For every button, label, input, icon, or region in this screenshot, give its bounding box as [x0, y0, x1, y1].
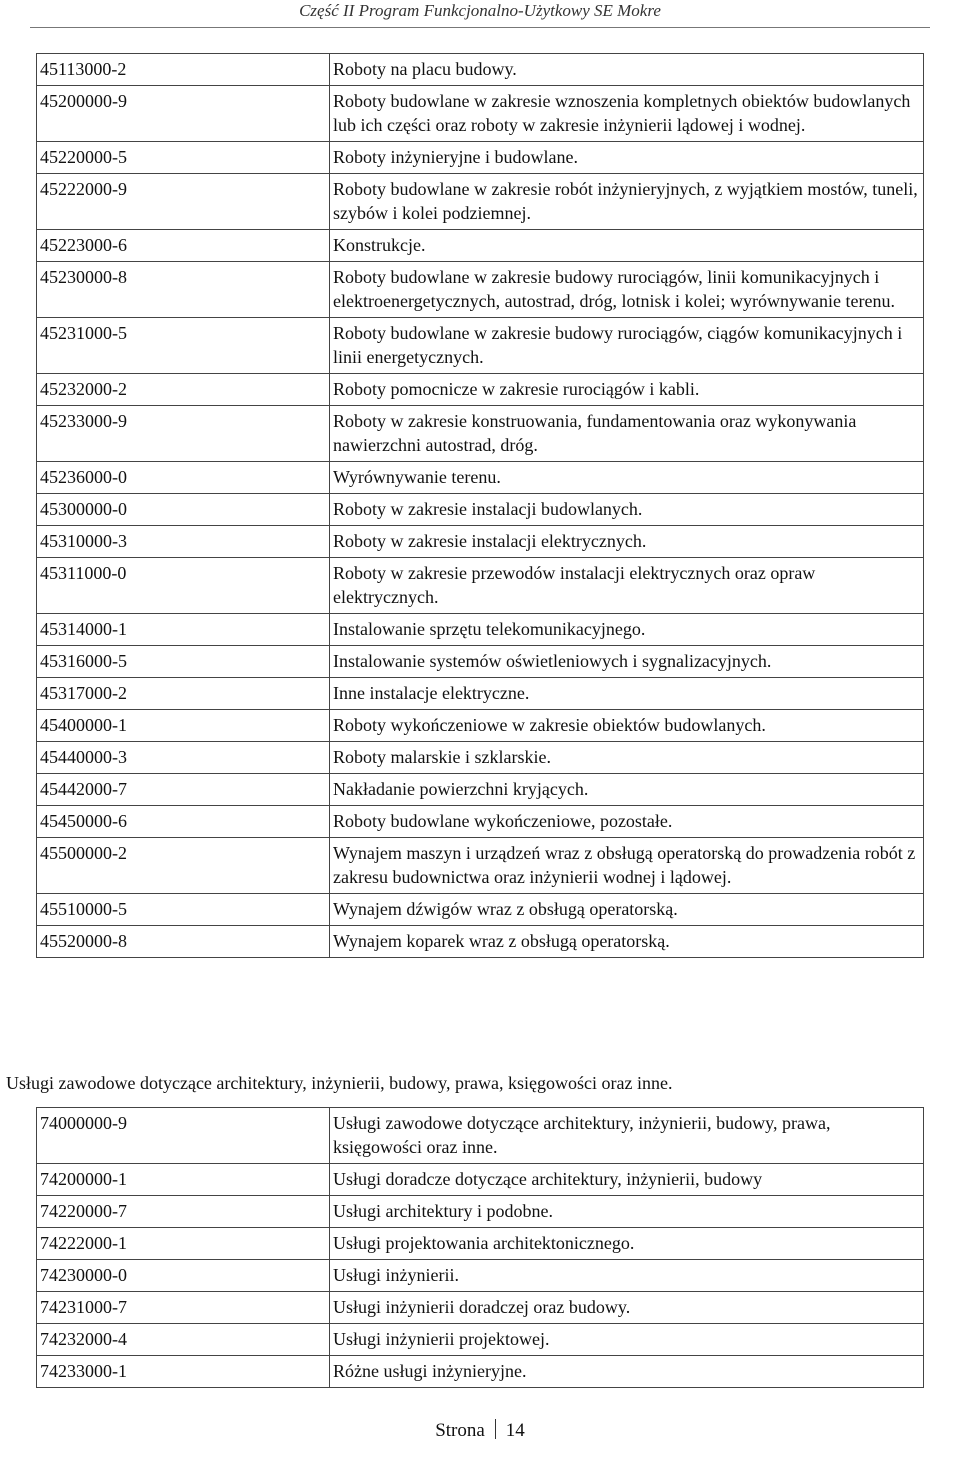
cpv-description-cell: Roboty malarskie i szklarskie. [330, 742, 924, 774]
table-row [37, 406, 924, 462]
table-row [37, 1108, 924, 1164]
footer-separator [495, 1419, 496, 1439]
section-heading: Usługi zawodowe dotyczące architektury, inżynierii, budowy, prawa, księgowości oraz inne. [6, 1073, 673, 1093]
cpv-code-cell: 45317000-2 [37, 678, 330, 710]
table-row [37, 646, 924, 678]
cpv-code-cell: 74200000-1 [37, 1164, 330, 1196]
cpv-description-cell: Roboty budowlane wykończeniowe, pozostałe. [330, 806, 924, 838]
cpv-description-cell: Roboty budowlane w zakresie budowy rurociągów, linii komunikacyjnych i elektroenergetycznych, autostrad, dróg, lotnisk i kolei; wyrównywanie terenu. [330, 262, 924, 318]
document-title: Część II Program Funkcjonalno-Użytkowy SE Mokre [299, 1, 661, 20]
cpv-code-cell: 74222000-1 [37, 1228, 330, 1260]
cpv-description-cell: Instalowanie sprzętu telekomunikacyjnego. [330, 614, 924, 646]
cpv-description-cell: Różne usługi inżynieryjne. [330, 1356, 924, 1388]
cpv-code-cell: 45231000-5 [37, 318, 330, 374]
table-row [37, 374, 924, 406]
cpv-description-cell: Konstrukcje. [330, 230, 924, 262]
table-row [37, 174, 924, 230]
table-row [37, 838, 924, 894]
cpv-code-cell: 74233000-1 [37, 1356, 330, 1388]
table-row [37, 86, 924, 142]
cpv-code-cell: 45316000-5 [37, 646, 330, 678]
table-row [37, 558, 924, 614]
cpv-code-cell: 45222000-9 [37, 174, 330, 230]
cpv-description-cell: Wynajem dźwigów wraz z obsługą operatorską. [330, 894, 924, 926]
cpv-code-cell: 45223000-6 [37, 230, 330, 262]
page-number: 14 [505, 1420, 525, 1441]
cpv-code-cell: 45442000-7 [37, 774, 330, 806]
cpv-description-cell: Roboty inżynieryjne i budowlane. [330, 142, 924, 174]
table-row [37, 678, 924, 710]
cpv-description-cell: Wyrównywanie terenu. [330, 462, 924, 494]
cpv-description-cell: Roboty budowlane w zakresie budowy rurociągów, ciągów komunikacyjnych i linii energetycznych. [330, 318, 924, 374]
page-footer [0, 1419, 960, 1443]
cpv-code-cell: 74000000-9 [37, 1108, 330, 1164]
header-divider [30, 27, 930, 28]
cpv-codes-table-construction [36, 53, 924, 958]
cpv-codes-table-services [36, 1107, 924, 1388]
cpv-code-cell: 45236000-0 [37, 462, 330, 494]
cpv-code-cell: 45440000-3 [37, 742, 330, 774]
cpv-description-cell: Usługi architektury i podobne. [330, 1196, 924, 1228]
table-body [37, 1108, 924, 1388]
cpv-code-cell: 45200000-9 [37, 86, 330, 142]
cpv-code-cell: 45310000-3 [37, 526, 330, 558]
cpv-code-cell: 45510000-5 [37, 894, 330, 926]
table-row [37, 142, 924, 174]
table-row [37, 54, 924, 86]
cpv-code-cell: 45311000-0 [37, 558, 330, 614]
table-row [37, 926, 924, 958]
table-row [37, 1356, 924, 1388]
cpv-description-cell: Roboty w zakresie instalacji budowlanych. [330, 494, 924, 526]
table-row [37, 710, 924, 742]
table-row [37, 230, 924, 262]
cpv-description-cell: Inne instalacje elektryczne. [330, 678, 924, 710]
table-row [37, 1324, 924, 1356]
cpv-code-cell: 45232000-2 [37, 374, 330, 406]
table-row [37, 1292, 924, 1324]
cpv-description-cell: Roboty w zakresie konstruowania, fundamentowania oraz wykonywania nawierzchni autostrad, dróg. [330, 406, 924, 462]
table-row [37, 494, 924, 526]
cpv-description-cell: Roboty wykończeniowe w zakresie obiektów budowlanych. [330, 710, 924, 742]
table-row [37, 262, 924, 318]
cpv-description-cell: Nakładanie powierzchni kryjących. [330, 774, 924, 806]
table-row [37, 774, 924, 806]
cpv-code-cell: 74230000-0 [37, 1260, 330, 1292]
cpv-description-cell: Usługi doradcze dotyczące architektury, inżynierii, budowy [330, 1164, 924, 1196]
cpv-description-cell: Roboty na placu budowy. [330, 54, 924, 86]
table-row [37, 806, 924, 838]
cpv-code-cell: 74231000-7 [37, 1292, 330, 1324]
cpv-description-cell: Usługi inżynierii. [330, 1260, 924, 1292]
table-row [37, 462, 924, 494]
table-row [37, 894, 924, 926]
cpv-code-cell: 45230000-8 [37, 262, 330, 318]
cpv-code-cell: 45314000-1 [37, 614, 330, 646]
cpv-code-cell: 45300000-0 [37, 494, 330, 526]
cpv-description-cell: Roboty budowlane w zakresie wznoszenia kompletnych obiektów budowlanych lub ich części oraz roboty w zakresie inżynierii lądowej i wodnej. [330, 86, 924, 142]
table-row [37, 742, 924, 774]
cpv-description-cell: Usługi inżynierii projektowej. [330, 1324, 924, 1356]
table-row [37, 1164, 924, 1196]
cpv-description-cell: Wynajem maszyn i urządzeń wraz z obsługą operatorską do prowadzenia robót z zakresu budownictwa oraz inżynierii wodnej i lądowej. [330, 838, 924, 894]
cpv-description-cell: Usługi zawodowe dotyczące architektury, inżynierii, budowy, prawa, księgowości oraz inne. [330, 1108, 924, 1164]
table-row [37, 318, 924, 374]
page-label: Strona [435, 1420, 485, 1441]
cpv-description-cell: Roboty w zakresie przewodów instalacji elektrycznych oraz opraw elektrycznych. [330, 558, 924, 614]
cpv-code-cell: 45400000-1 [37, 710, 330, 742]
cpv-code-cell: 74232000-4 [37, 1324, 330, 1356]
cpv-code-cell: 74220000-7 [37, 1196, 330, 1228]
cpv-code-cell: 45113000-2 [37, 54, 330, 86]
cpv-description-cell: Usługi projektowania architektonicznego. [330, 1228, 924, 1260]
table-row [37, 1228, 924, 1260]
table-row [37, 614, 924, 646]
cpv-code-cell: 45233000-9 [37, 406, 330, 462]
cpv-description-cell: Roboty budowlane w zakresie robót inżynieryjnych, z wyjątkiem mostów, tuneli, szybów i kolei podziemnej. [330, 174, 924, 230]
cpv-description-cell: Wynajem koparek wraz z obsługą operatorską. [330, 926, 924, 958]
table-row [37, 1196, 924, 1228]
table-body [37, 54, 924, 958]
table-row [37, 1260, 924, 1292]
cpv-code-cell: 45220000-5 [37, 142, 330, 174]
running-header [0, 0, 960, 22]
cpv-code-cell: 45450000-6 [37, 806, 330, 838]
cpv-description-cell: Roboty pomocnicze w zakresie rurociągów i kabli. [330, 374, 924, 406]
cpv-description-cell: Instalowanie systemów oświetleniowych i sygnalizacyjnych. [330, 646, 924, 678]
cpv-description-cell: Usługi inżynierii doradczej oraz budowy. [330, 1292, 924, 1324]
table-row [37, 526, 924, 558]
cpv-code-cell: 45500000-2 [37, 838, 330, 894]
cpv-description-cell: Roboty w zakresie instalacji elektrycznych. [330, 526, 924, 558]
cpv-code-cell: 45520000-8 [37, 926, 330, 958]
